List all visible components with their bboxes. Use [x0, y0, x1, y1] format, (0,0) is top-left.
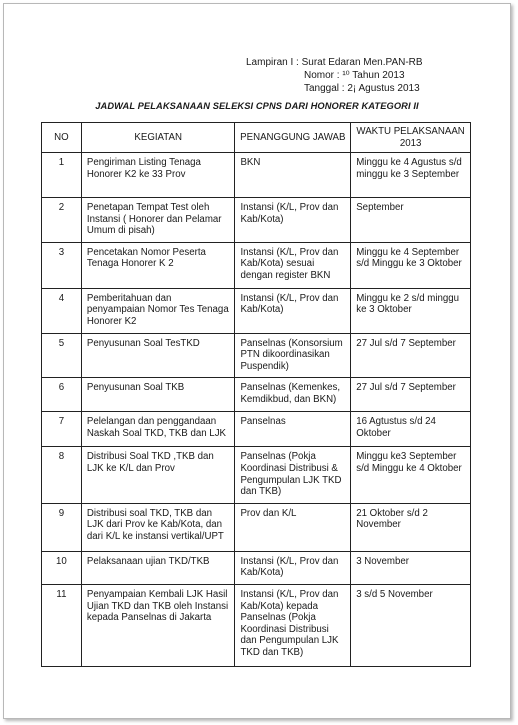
- row-time: 3 November: [351, 551, 471, 584]
- row-person-in-charge: Prov dan K/L: [235, 503, 351, 551]
- row-activity: Pelelangan dan penggandaan Naskah Soal TKD, TKB dan LJK: [81, 412, 235, 447]
- table-row: [42, 412, 471, 447]
- header-activity: KEGIATAN: [81, 123, 235, 153]
- row-activity: Pencetakan Nomor Peserta Tenaga Honorer K 2: [81, 242, 235, 288]
- row-activity: Penetapan Tempat Test oleh Instansi ( Honorer dan Pelamar Umum di pisah): [81, 198, 235, 243]
- row-number: 2: [42, 198, 82, 243]
- attachment-line-1: Lampiran I : Surat Edaran Men.PAN-RB: [246, 57, 423, 68]
- schedule-table: [41, 122, 471, 667]
- row-number: 11: [42, 584, 82, 666]
- row-person-in-charge: Panselnas (Pokja Koordinasi Distribusi & Pengumpulan LJK TKD dan TKB): [235, 447, 351, 503]
- row-person-in-charge: Instansi (K/L, Prov dan Kab/Kota): [235, 288, 351, 333]
- row-time: Minggu ke 4 Agustus s/d minggu ke 3 September: [351, 153, 471, 198]
- row-person-in-charge: Instansi (K/L, Prov dan Kab/Kota): [235, 551, 351, 584]
- row-activity: Pelaksanaan ujian TKD/TKB: [81, 551, 235, 584]
- attachment-line-3: Tanggal : 2¡ Agustus 2013: [304, 83, 420, 94]
- header-person-in-charge: PENANGGUNG JAWAB: [235, 123, 351, 153]
- row-person-in-charge: Instansi (K/L, Prov dan Kab/Kota) sesuai dengan register BKN: [235, 242, 351, 288]
- document-title: JADWAL PELAKSANAAN SELEKSI CPNS DARI HONORER KATEGORI II: [95, 101, 419, 111]
- row-number: 4: [42, 288, 82, 333]
- row-number: 7: [42, 412, 82, 447]
- row-time: Minggu ke3 September s/d Minggu ke 4 Oktober: [351, 447, 471, 503]
- row-number: 6: [42, 378, 82, 412]
- row-activity: Penyusunan Soal TKB: [81, 378, 235, 412]
- table-row: [42, 242, 471, 288]
- row-activity: Distribusi soal TKD, TKB dan LJK dari Prov ke Kab/Kota, dan dari K/L ke instansi vertikal/UPT: [81, 503, 235, 551]
- table-row: [42, 584, 471, 666]
- row-activity: Distribusi Soal TKD ,TKB dan LJK ke K/L dan Prov: [81, 447, 235, 503]
- row-time: 16 Agtustus s/d 24 Oktober: [351, 412, 471, 447]
- table-row: [42, 378, 471, 412]
- row-number: 5: [42, 333, 82, 378]
- table-row: [42, 447, 471, 503]
- row-time: Minggu ke 2 s/d minggu ke 3 Oktober: [351, 288, 471, 333]
- row-number: 3: [42, 242, 82, 288]
- header-time: WAKTU PELAKSANAAN 2013: [351, 123, 471, 153]
- row-person-in-charge: BKN: [235, 153, 351, 198]
- table-row: [42, 153, 471, 198]
- row-person-in-charge: Panselnas (Konsorsium PTN dikoordinasikan Puspendik): [235, 333, 351, 378]
- attachment-line-2: Nomor : ¹⁰ Tahun 2013: [304, 70, 405, 81]
- row-number: 8: [42, 447, 82, 503]
- row-activity: Pengiriman Listing Tenaga Honorer K2 ke 33 Prov: [81, 153, 235, 198]
- row-time: 27 Jul s/d 7 September: [351, 333, 471, 378]
- row-number: 9: [42, 503, 82, 551]
- row-time: 3 s/d 5 November: [351, 584, 471, 666]
- table-header-row: [42, 123, 471, 153]
- header-no: NO: [42, 123, 82, 153]
- table-row: [42, 551, 471, 584]
- row-person-in-charge: Panselnas (Kemenkes, Kemdikbud, dan BKN): [235, 378, 351, 412]
- row-person-in-charge: Instansi (K/L, Prov dan Kab/Kota): [235, 198, 351, 243]
- row-person-in-charge: Instansi (K/L, Prov dan Kab/Kota) kepada Panselnas (Pokja Koordinasi Distribusi dan Pengumpulan LJK TKD dan TKB): [235, 584, 351, 666]
- document-page: [3, 3, 511, 719]
- attachment-reference: [246, 56, 423, 95]
- row-person-in-charge: Panselnas: [235, 412, 351, 447]
- row-time: 27 Jul s/d 7 September: [351, 378, 471, 412]
- table-row: [42, 198, 471, 243]
- row-time: September: [351, 198, 471, 243]
- row-time: Minggu ke 4 September s/d Minggu ke 3 Oktober: [351, 242, 471, 288]
- row-activity: Penyampaian Kembali LJK Hasil Ujian TKD dan TKB oleh Instansi kepada Panselnas di Jakarta: [81, 584, 235, 666]
- row-time: 21 Oktober s/d 2 November: [351, 503, 471, 551]
- table-row: [42, 503, 471, 551]
- table-row: [42, 333, 471, 378]
- row-number: 1: [42, 153, 82, 198]
- table-row: [42, 288, 471, 333]
- row-number: 10: [42, 551, 82, 584]
- row-activity: Pemberitahuan dan penyampaian Nomor Tes Tenaga Honorer K2: [81, 288, 235, 333]
- row-activity: Penyusunan Soal TesTKD: [81, 333, 235, 378]
